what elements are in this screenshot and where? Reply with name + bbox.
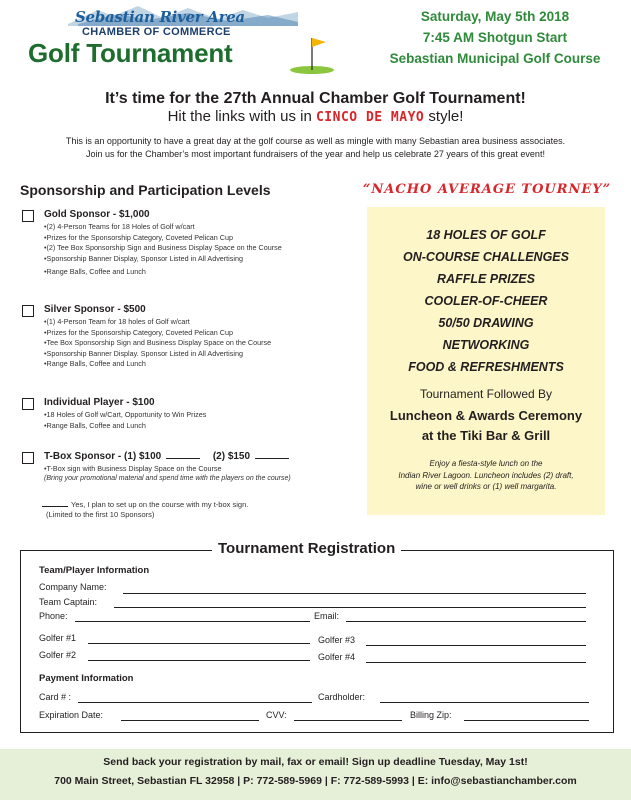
list-item: • Prizes for the Sponsorship Category, Coveted Pelican Cup: [44, 233, 282, 244]
subheadline-post: style!: [428, 108, 464, 125]
individual-player-benefits: [44, 410, 206, 431]
captain-label: Team Captain:: [39, 597, 98, 607]
list-item: • (2) Tee Box Sponsorship Sign and Business Display Space on the Course: [44, 243, 282, 254]
list-item: • Prizes for the Sponsorship Category, Coveted Pelican Cup: [44, 328, 271, 339]
list-item: 50/50 DRAWING: [438, 316, 534, 330]
golfer2-field[interactable]: [88, 660, 310, 661]
list-item: • Tee Box Sponsorship Sign and Business Display Space on the Course: [44, 338, 271, 349]
intro-paragraph: [0, 135, 631, 161]
email-field[interactable]: [346, 621, 586, 622]
tournament-followed-by: Tournament Followed By: [419, 387, 553, 401]
footer-contact: 700 Main Street, Sebastian FL 32958 | P: 772-589-5969 | F: 772-589-5993 | E: info@sebastianchamber.com: [54, 775, 577, 787]
silver-sponsor-title: Silver Sponsor - $500: [44, 304, 146, 315]
list-item: RAFFLE PRIZES: [437, 272, 535, 286]
golfer4-field[interactable]: [366, 662, 586, 663]
golfer1-field[interactable]: [88, 643, 310, 644]
event-venue: Sebastian Municipal Golf Course: [389, 51, 601, 66]
billing-zip-label: Billing Zip:: [410, 710, 452, 720]
tbox-option-1: T-Box Sponsor - (1) $100: [44, 451, 162, 462]
enjoy-line-2: Indian River Lagoon. Luncheon includes (2) draft,: [398, 470, 574, 480]
company-label: Company Name:: [39, 582, 107, 592]
cvv-field[interactable]: [294, 720, 402, 721]
intro-line-2: Join us for the Chamber’s most important fundraisers of the year and help us celebrate 27 years of this great event!: [86, 149, 545, 159]
list-item: • Range Balls, Coffee and Lunch: [44, 421, 206, 432]
cardholder-field[interactable]: [380, 702, 589, 703]
subheadline: [0, 108, 631, 125]
event-info: [370, 6, 620, 69]
registration-form: [20, 550, 614, 733]
tbox-sponsor-checkbox[interactable]: [22, 452, 34, 464]
list-item: • Sponsorship Banner Display, Sponsor Listed in All Advertising: [44, 254, 282, 265]
event-time: 7:45 AM Shotgun Start: [422, 30, 568, 45]
silver-sponsor-checkbox[interactable]: [22, 305, 34, 317]
cvv-label: CVV:: [266, 710, 287, 720]
tbox-yes-line: [42, 500, 248, 520]
tbox-option-1-blank[interactable]: [166, 451, 200, 459]
golfer4-label: Golfer #4: [318, 652, 356, 662]
luncheon-heading: [367, 406, 605, 446]
gold-sponsor-title: Gold Sponsor - $1,000: [44, 209, 150, 220]
list-item: • Sponsorship Banner Display. Sponsor Listed in All Advertising: [44, 349, 271, 360]
golfer3-field[interactable]: [366, 645, 586, 646]
gold-sponsor-checkbox[interactable]: [22, 210, 34, 222]
billing-zip-field[interactable]: [464, 720, 589, 721]
list-item: • (1) 4-Person Team for 18 holes of Golf w/cart: [44, 317, 271, 328]
tourney-features-list: [367, 224, 605, 378]
sponsorship-title: Sponsorship and Participation Levels: [20, 182, 271, 198]
nacho-average-title: “NACHO AVERAGE TOURNEY”: [362, 182, 612, 197]
individual-player-title: Individual Player - $100: [44, 397, 155, 408]
cinco-de-mayo-text: CINCO DE MAYO: [315, 110, 425, 125]
payment-info-heading: Payment Information: [39, 673, 134, 684]
tbox-yes-limit: (Limited to the first 10 Sponsors): [46, 510, 155, 519]
enjoy-line-3: wine or well drinks or (1) well margarita.: [415, 482, 557, 491]
golfer3-label: Golfer #3: [318, 635, 356, 645]
list-item: • T-Box sign with Business Display Space on the Course: [44, 464, 222, 475]
subheadline-pre: Hit the links with us in: [167, 108, 312, 125]
luncheon-line-1: Luncheon & Awards Ceremony: [389, 408, 583, 423]
list-item: NETWORKING: [442, 338, 530, 352]
tbox-option-2-blank[interactable]: [255, 451, 289, 459]
intro-line-1: This is an opportunity to have a great day at the golf course as well as mingle with many Sebastian area business associates.: [65, 136, 566, 146]
logo-golf-tournament-text: Golf Tournament: [28, 38, 233, 68]
logo-chamber-text: CHAMBER OF COMMERCE: [82, 26, 231, 38]
headline: It’s time for the 27th Annual Chamber Golf Tournament!: [105, 90, 526, 107]
logo-area-text: Sebastian River Area: [75, 8, 245, 26]
card-number-field[interactable]: [78, 702, 312, 703]
captain-field[interactable]: [114, 607, 586, 608]
list-item: COOLER-OF-CHEER: [424, 294, 548, 308]
tbox-yes-blank[interactable]: [42, 500, 68, 507]
phone-field[interactable]: [75, 621, 310, 622]
tbox-note: (Bring your promotional material and spend time with the players on the course): [44, 475, 291, 482]
tbox-yes-text: Yes, I plan to set up on the course with my t-box sign.: [71, 500, 249, 509]
golfer2-label: Golfer #2: [39, 650, 77, 660]
expiration-field[interactable]: [121, 720, 259, 721]
tbox-option-2: (2) $150: [212, 451, 251, 462]
tourney-features-box: [367, 207, 605, 515]
email-label: Email:: [314, 611, 340, 621]
golfer1-label: Golfer #1: [39, 633, 77, 643]
cardholder-label: Cardholder:: [318, 692, 366, 702]
tbox-sponsor-benefits: [44, 464, 222, 475]
phone-label: Phone:: [39, 611, 68, 621]
luncheon-line-2: at the Tiki Bar & Grill: [421, 428, 551, 443]
company-field[interactable]: [123, 593, 586, 594]
golf-flag-icon: [290, 34, 340, 74]
silver-sponsor-benefits: [44, 317, 271, 370]
event-date: Saturday, May 5th 2018: [420, 9, 570, 24]
gold-sponsor-benefits: [44, 222, 282, 278]
list-item: • Range Balls, Coffee and Lunch: [44, 359, 271, 370]
list-item: ON-COURSE CHALLENGES: [403, 250, 569, 264]
card-label: Card # :: [39, 692, 72, 702]
list-item: FOOD & REFRESHMENTS: [408, 360, 564, 374]
individual-player-checkbox[interactable]: [22, 398, 34, 410]
chamber-logo: [20, 4, 340, 72]
expiration-label: Expiration Date:: [39, 710, 104, 720]
tbox-sponsor-title: [44, 451, 289, 462]
list-item: • (2) 4-Person Teams for 18 Holes of Golf w/cart: [44, 222, 282, 233]
footer-deadline: Send back your registration by mail, fax or email! Sign up deadline Tuesday, May 1st!: [103, 756, 528, 768]
list-item: 18 HOLES OF GOLF: [426, 228, 546, 242]
team-info-heading: Team/Player Information: [39, 565, 150, 576]
list-item: • Range Balls, Coffee and Lunch: [44, 267, 282, 278]
registration-title: Tournament Registration: [212, 540, 401, 557]
enjoy-line-1: Enjoy a fiesta-style lunch on the: [429, 459, 543, 468]
list-item: • 18 Holes of Golf w/Cart, Opportunity to Win Prizes: [44, 410, 206, 421]
luncheon-description: [367, 458, 605, 493]
